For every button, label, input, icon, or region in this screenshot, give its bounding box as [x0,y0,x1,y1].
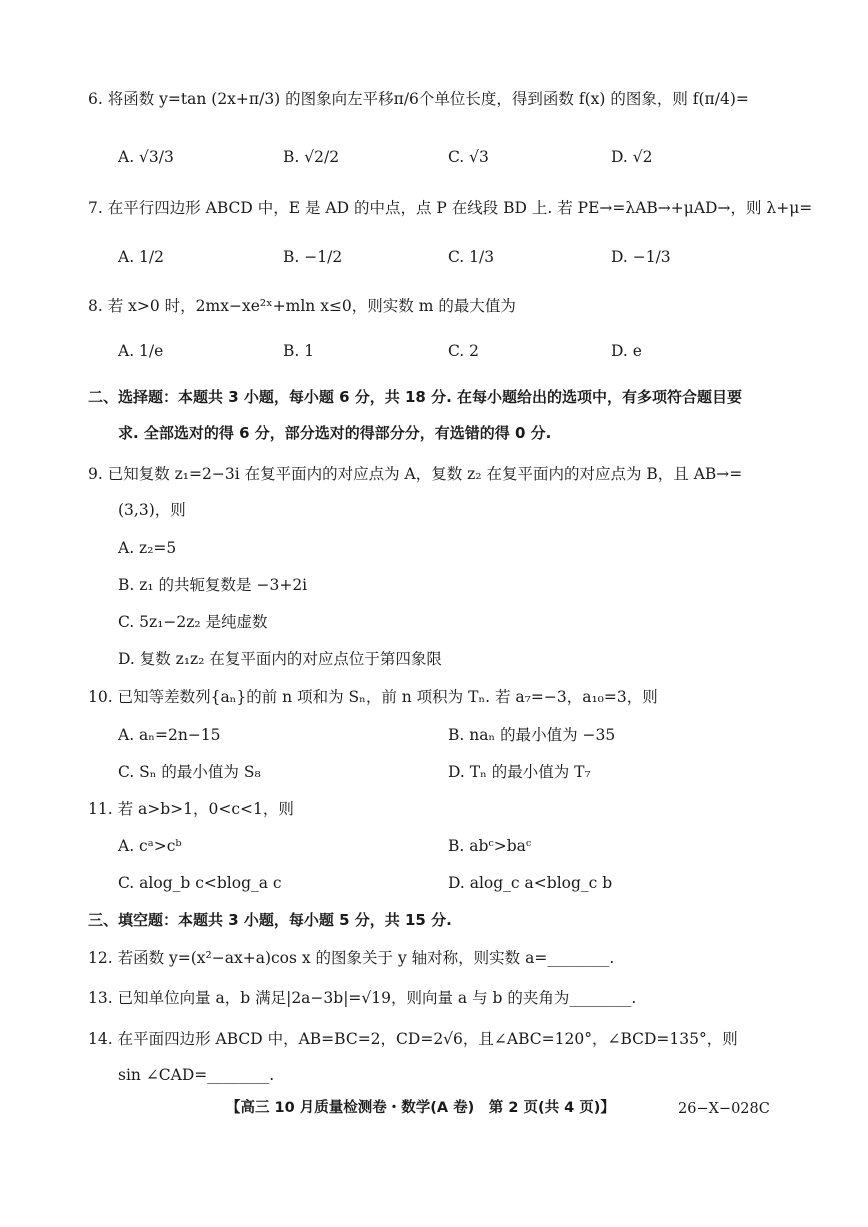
q6-option-b: B. √2/2 [283,148,340,166]
q8-option-b: B. 1 [283,342,315,360]
q10-option-d: D. Tₙ 的最小值为 T₇ [448,763,591,781]
q7-option-d: D. −1/3 [611,248,671,266]
section-2-heading-line2: 求. 全部选对的得 6 分，部分选对的得部分分，有选错的得 0 分. [118,424,552,442]
question-7-stem: 7. 在平行四边形 ABCD 中，E 是 AD 的中点，点 P 在线段 BD 上. 若 PE→=λAB→+μAD→，则 λ+μ= [88,199,813,217]
q11-option-b: B. abᶜ>baᶜ [448,837,532,855]
q11-option-c: C. alog_b c<blog_a c [118,874,282,892]
question-10-stem: 10. 已知等差数列{aₙ}的前 n 项和为 Sₙ，前 n 项积为 Tₙ. 若 a₇=−3，a₁₀=3，则 [88,688,658,706]
q10-option-c: C. Sₙ 的最小值为 S₈ [118,763,261,781]
question-6-stem: 6. 将函数 y=tan (2x+π/3) 的图象向左平移π/6个单位长度，得到函数 f(x) 的图象，则 f(π/4)= [88,90,749,108]
q7-option-a: A. 1/2 [118,248,164,266]
q9-option-c: C. 5z₁−2z₂ 是纯虚数 [118,613,268,631]
q9-option-b: B. z₁ 的共轭复数是 −3+2i [118,576,308,594]
q10-option-b: B. naₙ 的最小值为 −35 [448,726,616,744]
q7-option-c: C. 1/3 [448,248,495,266]
question-13-stem: 13. 已知单位向量 a，b 满足|2a−3b|=√19，则向量 a 与 b 的夹角为________. [88,989,637,1007]
footer-code: 26−X−028C [678,1101,770,1117]
q8-option-a: A. 1/e [118,342,164,360]
footer-title: 【高三 10 月质量检测卷・数学(A 卷) 第 2 页(共 4 页)】 [226,1100,615,1116]
question-8-stem: 8. 若 x>0 时，2mx−xe²ˣ+mln x≤0，则实数 m 的最大值为 [88,297,516,315]
q11-option-d: D. alog_c a<blog_c b [448,874,613,892]
q9-option-d: D. 复数 z₁z₂ 在复平面内的对应点位于第四象限 [118,650,442,668]
q6-option-d: D. √2 [611,148,653,166]
q9-option-a: A. z₂=5 [118,539,177,557]
section-3-heading: 三、填空题：本题共 3 小题，每小题 5 分，共 15 分. [88,911,452,929]
q6-option-a: A. √3/3 [118,148,174,166]
question-14-stem-line1: 14. 在平面四边形 ABCD 中，AB=BC=2，CD=2√6，且∠ABC=120°，∠BCD=135°，则 [88,1030,738,1048]
q6-option-c: C. √3 [448,148,489,166]
q8-option-c: C. 2 [448,342,480,360]
q8-option-d: D. e [611,342,642,360]
q11-option-a: A. cᵃ>cᵇ [118,837,182,855]
question-14-stem-line2: sin ∠CAD=________. [118,1066,275,1084]
q7-option-b: B. −1/2 [283,248,343,266]
question-9-stem-line2: (3,3)，则 [118,501,186,519]
question-11-stem: 11. 若 a>b>1，0<c<1，则 [88,800,294,818]
question-12-stem: 12. 若函数 y=(x²−ax+a)cos x 的图象关于 y 轴对称，则实数 a=________. [88,949,615,967]
section-2-heading-line1: 二、选择题：本题共 3 小题，每小题 6 分，共 18 分. 在每小题给出的选项中，有多项符合题目要 [88,388,743,406]
question-9-stem-line1: 9. 已知复数 z₁=2−3i 在复平面内的对应点为 A，复数 z₂ 在复平面内的对应点为 B，且 AB→= [88,465,743,483]
q10-option-a: A. aₙ=2n−15 [118,726,221,744]
